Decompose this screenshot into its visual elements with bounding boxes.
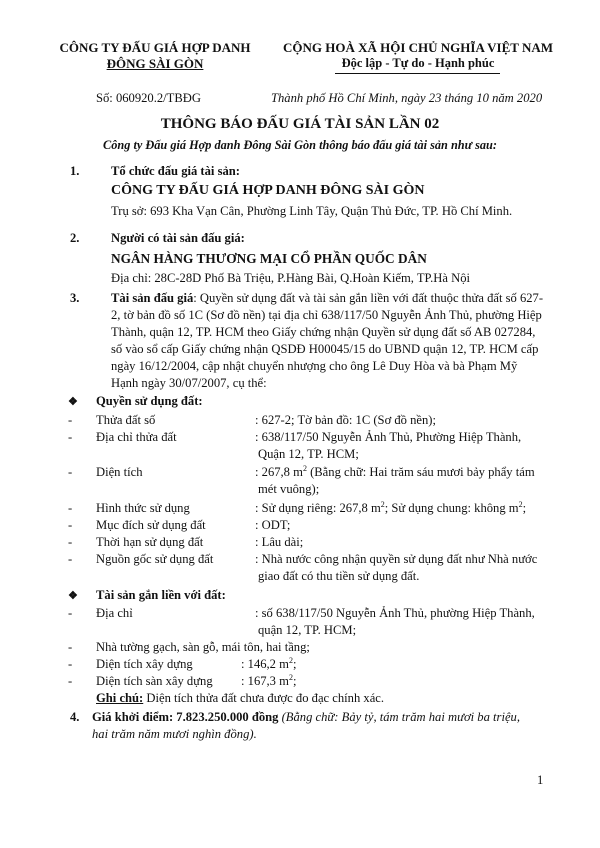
attached-address-value-2: quận 12, TP. HCM; xyxy=(258,623,357,637)
section-3-line-1: Tài sản đấu giá: Quyền sử dụng đất và tài sản gắn liền với đất thuộc thửa đất số 627- xyxy=(111,291,544,305)
section-3-heading: Tài sản đấu giá xyxy=(111,291,194,305)
dash-bullet: - xyxy=(68,674,73,688)
built-area-label: Diện tích xây dựng xyxy=(96,657,193,671)
diamond-bullet-icon: ❖ xyxy=(68,590,78,602)
page-number: 1 xyxy=(537,773,544,787)
land-rights-heading: Quyền sử dụng đất: xyxy=(96,394,203,408)
place-date: Thành phố Hồ Chí Minh, ngày 23 tháng 10 năm 2020 xyxy=(271,91,543,105)
note-text: Diện tích thửa đất chưa được đo đạc chính xác. xyxy=(143,691,385,705)
dash-bullet: - xyxy=(68,465,73,479)
area-label: Diện tích xyxy=(96,465,143,479)
land-origin-label: Nguồn gốc sử dụng đất xyxy=(96,552,214,566)
auction-org-name: CÔNG TY ĐẤU GIÁ HỢP DANH ĐÔNG SÀI GÒN xyxy=(111,183,425,198)
org-name-line1: CÔNG TY ĐẤU GIÁ HỢP DANH xyxy=(59,40,251,55)
dash-bullet: - xyxy=(68,657,73,671)
area-value-2: mét vuông); xyxy=(258,482,320,496)
org-name-line2: ĐÔNG SÀI GÒN xyxy=(106,56,204,71)
note-label: Ghi chú: xyxy=(96,691,144,705)
document-title: THÔNG BÁO ĐẤU GIÁ TÀI SẢN LẦN 02 xyxy=(160,116,440,132)
section-3-line-5: ngày 16/12/2004, cập nhật chuyển nhượng cho ông Lê Duy Hòa và bà Phạm Mỹ xyxy=(111,359,518,373)
usage-term-label: Thời hạn sử dụng đất xyxy=(96,535,204,549)
starting-price-words-2: hai trăm năm mươi nghìn đồng). xyxy=(92,727,257,741)
land-origin-value-2: giao đất có thu tiền sử dụng đất. xyxy=(258,569,420,583)
parcel-number-label: Thửa đất số xyxy=(96,413,156,427)
section-2-heading: Người có tài sản đấu giá: xyxy=(111,231,245,245)
floor-area-value: : 167,3 $m^2$; xyxy=(241,672,297,688)
land-origin-value: : Nhà nước công nhận quyền sử dụng đất như Nhà nước xyxy=(255,552,538,566)
dash-bullet: - xyxy=(68,640,73,654)
dash-bullet: - xyxy=(68,430,73,444)
parcel-address-value: : 638/117/50 Nguyễn Ảnh Thủ, Phường Hiệp Thành, xyxy=(255,430,522,444)
starting-price xyxy=(92,710,520,725)
section-2-number: 2. xyxy=(70,231,80,245)
land-purpose-value: : ODT; xyxy=(255,518,291,532)
floor-area-label: Diện tích sàn xây dựng xyxy=(96,674,213,688)
section-4-number: 4. xyxy=(70,710,80,724)
usage-form-value: : Sử dụng riêng: 267,8 $m^2$; Sử dụng chung: không $m^2$; xyxy=(255,499,527,515)
parcel-number-value: : 627-2; Tờ bản đồ: 1C (Sơ đồ nền); xyxy=(255,413,436,427)
asset-owner-address: Địa chỉ: 28C-28D Phố Bà Triệu, P.Hàng Bài, Q.Hoàn Kiếm, TP.Hà Nội xyxy=(111,271,471,285)
land-purpose-label: Mục đích sử dụng đất xyxy=(96,518,206,532)
slogan-underline xyxy=(335,73,500,74)
section-1-heading: Tổ chức đấu giá tài sản: xyxy=(111,164,240,178)
parcel-address-value-2: Quận 12, TP. HCM; xyxy=(258,447,359,461)
built-area-value: : 146,2 $m^2$; xyxy=(241,655,297,671)
attached-address-value: : số 638/117/50 Nguyễn Ảnh Thủ, phường Hiệp Thành, xyxy=(255,606,535,620)
usage-term-value: : Lâu dài; xyxy=(255,535,304,549)
asset-owner-name: NGÂN HÀNG THƯƠNG MẠI CỔ PHẦN QUỐC DÂN xyxy=(111,251,427,266)
attached-assets-heading: Tài sản gắn liền với đất: xyxy=(96,588,226,602)
diamond-bullet-icon: ❖ xyxy=(68,396,78,408)
section-3-line-3: Thành, quận 12, TP. HCM theo Giấy chứng nhận Quyền sử dụng đất số AB 027284, xyxy=(111,325,536,339)
parcel-address-label: Địa chỉ thửa đất xyxy=(96,430,177,444)
dash-bullet: - xyxy=(68,535,73,549)
dash-bullet: - xyxy=(68,552,73,566)
dash-bullet: - xyxy=(68,518,73,532)
auction-org-address: Trụ sở: 693 Kha Vạn Cân, Phường Linh Tây, Quận Thủ Đức, TP. Hồ Chí Minh. xyxy=(111,204,513,218)
dash-bullet: - xyxy=(68,606,73,620)
note xyxy=(96,691,384,706)
national-motto: CỘNG HOÀ XÃ HỘI CHỦ NGHĨA VIỆT NAM xyxy=(282,40,554,55)
section-3-number: 3. xyxy=(70,291,80,305)
national-slogan: Độc lập - Tự do - Hạnh phúc xyxy=(341,56,495,70)
starting-price-heading: Giá khởi điểm: 7.823.250.000 đồng xyxy=(92,710,279,724)
area-value: : 267,8 $m^2$ (Bằng chữ: Hai trăm sáu mươi bảy phẩy tám xyxy=(255,463,535,479)
dash-bullet: - xyxy=(68,413,73,427)
section-3-line-6: Hạnh ngày 30/07/2007, cụ thể: xyxy=(111,376,267,390)
usage-form-label: Hình thức sử dụng xyxy=(96,501,190,515)
section-3-line-2: 2, tờ bản đồ số 1C (Sơ đồ nền) tại địa chỉ 638/117/50 Nguyễn Ảnh Thủ, phường Hiệp xyxy=(111,308,542,322)
structure-description: Nhà tường gạch, sàn gỗ, mái tôn, hai tầng; xyxy=(96,640,310,654)
section-1-number: 1. xyxy=(70,164,80,178)
document-number: Số: 060920.2/TBĐG xyxy=(96,91,201,105)
document-subtitle: Công ty Đấu giá Hợp danh Đông Sài Gòn thông báo đấu giá tài sản như sau: xyxy=(103,138,497,152)
starting-price-words: (Bằng chữ: Bảy tỷ, tám trăm hai mươi ba triệu, xyxy=(278,710,520,724)
attached-address-label: Địa chỉ xyxy=(96,606,133,620)
section-3-line-4: số vào sổ cấp Giấy chứng nhận QSDĐ H00045/15 do UBND quận 12, TP. HCM cấp xyxy=(111,342,539,356)
dash-bullet: - xyxy=(68,501,73,515)
